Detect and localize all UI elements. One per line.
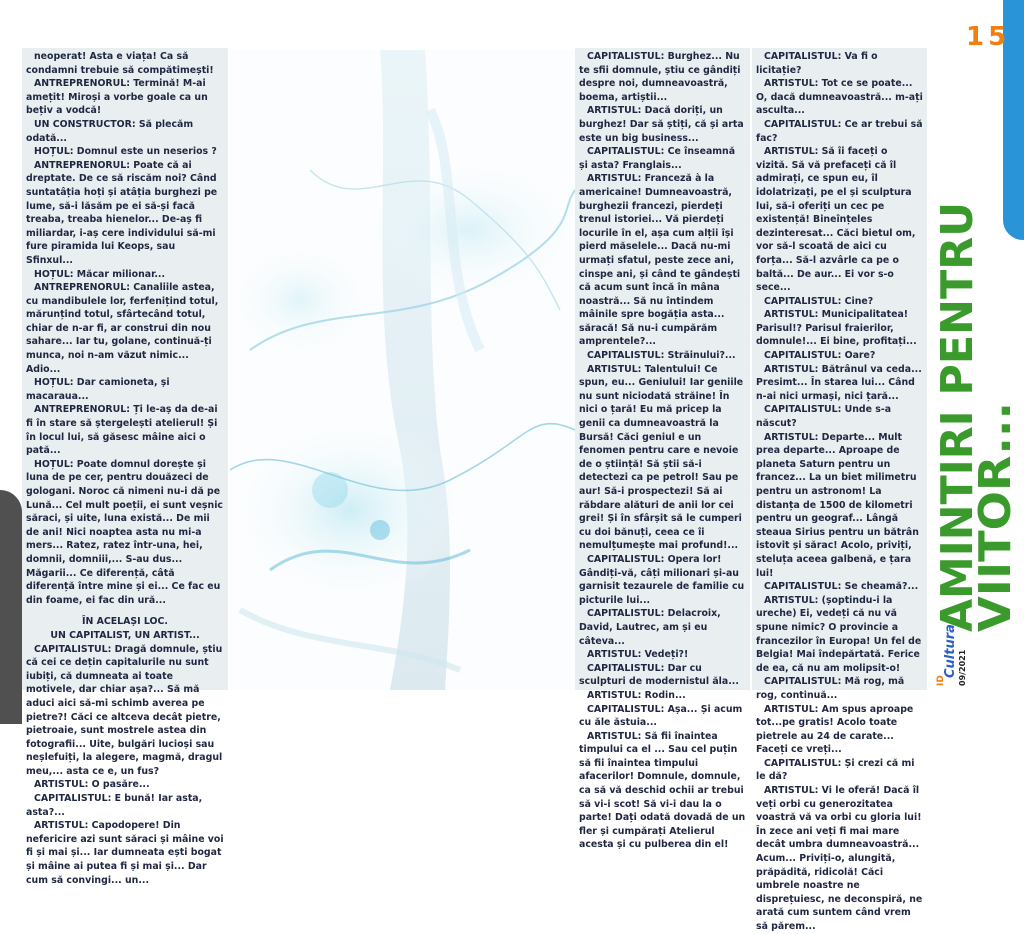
- dialogue-block-1: [26, 50, 224, 607]
- text-column-right: [752, 48, 927, 932]
- text-column-middle: [575, 48, 750, 851]
- dialogue-block-2: [26, 643, 224, 888]
- dialogue-paragraph: CAPITALISTUL: Mă rog, mă rog, continuă...: [756, 676, 905, 701]
- page-number: 15: [966, 22, 1011, 52]
- dialogue-paragraph: CAPITALISTUL: E bună! Iar asta, asta?...: [26, 793, 203, 818]
- scene-heading-2: UN CAPITALIST, UN ARTIST...: [50, 629, 200, 641]
- dialogue-paragraph: HOȚUL: Domnul este un neserios ?: [34, 146, 217, 158]
- magazine-prefix: ID: [936, 675, 946, 686]
- dialogue-paragraph: CAPITALISTUL: Se cheamă?...: [764, 581, 919, 593]
- dialogue-paragraph: CAPITALISTUL: Va fi o licitație?: [756, 51, 878, 76]
- dialogue-paragraph: CAPITALISTUL: Cine?: [764, 295, 874, 307]
- dialogue-paragraph: UN CONSTRUCTOR: Să plecăm odată...: [26, 118, 194, 144]
- dialogue-paragraph: ARTISTUL: Vi le oferă! Dacă îl veți orbi cu generozitatea voastră vă va orbi cu gloria lui! În zece ani veți fi mai mare decât umbra dumneavoastră... Acum... Priviți-o, alungită, prăpădită, ridicolă! Căci umbrele noastre ne disprețuiesc, ne deconspiră, ne arată cum suntem când vrem să părem...: [756, 785, 923, 932]
- dialogue-paragraph: ARTISTUL: Vedeți?!: [587, 649, 689, 661]
- title-line-2: VIITOR...: [970, 412, 1021, 632]
- dialogue-paragraph: CAPITALISTUL: Oare?: [764, 350, 876, 362]
- left-page-edge-tab: [0, 490, 22, 724]
- scene-heading-1: ÎN ACELAȘI LOC.: [82, 616, 168, 628]
- dialogue-paragraph: ARTISTUL: Municipalitatea! Parisul!? Parisul fraierilor, domnule!... Ei bine, profitați...: [756, 309, 917, 348]
- dialogue-paragraph: CAPITALISTUL: Străinului?...: [587, 350, 736, 362]
- title-line-1: AMINTIRI PENTRU: [932, 190, 983, 632]
- dialogue-paragraph: CAPITALISTUL: Și crezi că mi le dă?: [756, 757, 915, 783]
- dialogue-paragraph: ARTISTUL: Capodopere! Din nefericire azi sunt săraci și mâine voi fi și mai și... Iar dumneata ești bogat și mâine ai putea fi și mai și... Dar cum să convingi... un...: [26, 820, 224, 886]
- dialogue-paragraph: CAPITALISTUL: Dar cu sculpturi de modernistul ăla...: [579, 662, 739, 688]
- dialogue-paragraph: ANTREPRENORUL: Ți le-aș da de-ai fi în stare să ștergeleștі atelierul! Și în locul lui, să găsesc mâine aici o pată...: [26, 404, 218, 457]
- dialogue-paragraph: ARTISTUL: Departe... Mult prea departe... Aproape de planeta Saturn pentru un francez... La un biet milimetru pentru un astronom! La distanța de 1500 de kilometri pentru un geograf... Lângă steaua Sirius pentru un bătrân istovit și sărac! Acolo, priviți, steluța aceea galbenă, e țara lui!: [756, 431, 919, 579]
- dialogue-paragraph: CAPITALISTUL: Ce înseamnă și asta? Franglais...: [579, 146, 736, 171]
- dialogue-paragraph: HOȚUL: Dar camioneta, și macaraua...: [26, 377, 170, 402]
- dialogue-paragraph: neoperat! Asta e viața! Ca să condamni trebuie să compătimești!: [26, 51, 214, 76]
- dialogue-paragraph: HOȚUL: Poate domnul dorește și luna de pe cer, pentru douăzeci de gologani. Noroc că nimeni nu-i dă pe Lună... Cel mult poeții, ei sunt veșnic săraci, și uite, luna există... De mii de ani! Nici noaptea asta nu mi-a mers... Ratez, ratez într-una, hei, domnii, domniii,... S-au dus... Măgarii... Ce diferență, câtă diferență între mine și ei... Ce fac eu din foame, ei fac din ură...: [26, 458, 223, 606]
- dialogue-paragraph: ARTISTUL: Franceză à la americaine! Dumneavoastră, burghezii francezi, pierdeți trenul istoriei... Vă pierdeți locurile în el, așa cum alții își pierd măselele... Dacă nu-mi urmați sfatul, peste zece ani, cinspe ani, și când te gândești că acum sunt încă în mâna noastră... Să nu întindem mâinile spre bogăția asta... săracă! Să nu-i cumpărăm amprentele?...: [579, 173, 741, 348]
- dialogue-paragraph: CAPITALISTUL: Unde s-a născut?: [756, 404, 892, 430]
- dialogue-paragraph: ANTREPRENORUL: Termină! M-ai amețit! Miroși a vorbe goale ca un bețiv a vodcă!: [26, 78, 208, 117]
- magazine-name: Cultura: [943, 624, 958, 678]
- magazine-issue: 09/2021: [958, 649, 967, 686]
- dialogue-paragraph: ARTISTUL: Dacă doriți, un burghez! Dar să știți, că și arta este un big business...: [579, 105, 744, 144]
- dialogue-paragraph: ANTREPRENORUL: Poate că ai dreptate. De ce să riscăm noi? Când suntatâția hoți și atâția burghezi pe lume, să-i lăsăm pe ei să-și facă treaba, treaba hienelor... De-aș fi miliardar, i-aș cere individului să-mi fure piramida lui Keops, sau Sfinxul...: [26, 159, 218, 266]
- dialogue-paragraph: CAPITALISTUL: Așa... Și acum cu ăle ăstuia...: [579, 703, 743, 729]
- dialogue-paragraph: ARTISTUL: O pasăre...: [34, 779, 150, 791]
- abstract-artwork-image: [230, 50, 575, 690]
- dialogue-paragraph: CAPITALISTUL: Ce ar trebui să fac?: [756, 118, 923, 144]
- dialogue-paragraph: HOȚUL: Măcar milionar...: [34, 268, 166, 280]
- dialogue-paragraph: ARTISTUL: Tot ce se poate... O, dacă dumneavoastră... m-ați asculta...: [756, 78, 923, 117]
- text-column-left: [22, 48, 228, 886]
- dialogue-paragraph: CAPITALISTUL: Burghez... Nu te sfii domnule, știu ce gândiți despre noi, dumneavoastră, boema, artiștii...: [579, 51, 741, 103]
- dialogue-paragraph: ARTISTUL: (șoptindu-i la ureche) Ei, vedeți că nu vă spune nimic? O provincie a francezilor în Europa! Un fel de Belgia! Mai îndepărtată. Ferice de ea, că nu am molipsit-o!: [756, 594, 922, 674]
- dialogue-paragraph: CAPITALISTUL: Opera lor! Gândiți-vă, câți milionari și-au garnisit tezaurele de familie cu picturile lui...: [579, 553, 745, 606]
- dialogue-paragraph: ARTISTUL: Să îi faceți o vizită. Să vă prefaceți că îl admirați, ce spun eu, îl idolatrizați, pe el și sculptura lui, să-i oferiți un cec pe existență! Bineînțeles dezinteresat... Căci bietul om, vor să-l scoată de aici cu forța... Să-l azvârle ca pe o baltă... De aur... Ei vor s-o sece...: [756, 146, 916, 294]
- magazine-logo: [932, 620, 992, 690]
- dialogue-paragraph: ARTISTUL: Am spus aproape tot...pe gratis! Acolo toate pietrele au 24 de carate... Faceți ce vreți...: [756, 703, 914, 756]
- dialogue-paragraph: ARTISTUL: Bătrânul va ceda... Presimt... În starea lui... Când n-ai nici urmași, nici țară...: [756, 363, 922, 402]
- dialogue-paragraph: ARTISTUL: Rodin...: [587, 689, 686, 701]
- vertical-article-title: [928, 190, 1021, 640]
- dialogue-paragraph: CAPITALISTUL: Delacroix, David, Lautrec, am și eu câteva...: [579, 608, 721, 647]
- dialogue-paragraph: CAPITALISTUL: Dragă domnule, știu că cei ce dețin capitalurile nu sunt iubiți, că dumneata ai toate motivele, dar chiar așa?... Să mă aduci aici să-mi schimb averea pe pietre?! Căci ce altceva decât pietre, pietroaie, sunt mostrele astea din fotografii... Uite, bulgări lucioși sau neșlefuiți, la alegere, magmă, dragul meu,... asta ce e, un fus?: [26, 643, 223, 777]
- dialogue-paragraph: ARTISTUL: Talentului! Ce spun, eu... Geniului! Iar geniile nu sunt niciodată străine! În nici o țară! Eu mă pricep la genii ca dumneavoastră la Bursă! Căci geniul e un fenomen pentru care e nevoie de o știință! Să știi să-i detectezi ca pe petrol! Sau pe aur! Să-i prospectezi! Să ai răbdare alături de anii lor cei grei! Și în sfârșit să le cumperi cu doi bănuți, ceea ce îi nemulțumește mai profund!...: [579, 363, 744, 552]
- dialogue-paragraph: ANTREPRENORUL: Canaliile astea, cu mandibulele lor, ferfenițind totul, mărunțind totul, sfârtecând totul, chiar de n-ar fi, ar construi din nou saharе... Iar tu, golane, continuă-ți munca, noi n-am văzut nimic... Adio...: [26, 282, 219, 375]
- dialogue-paragraph: ARTISTUL: Să fii înaintea timpului ca el ... Sau cel puțin să fii înaintea timpului afacerilor! Domnule, domnule, ca să vă deschid ochii ar trebui să vi-i scot! Să vi-i dau la o parte! Dați odată dovadă de un fler și cumpărați Atelierul acesta și cu pulberea din el!: [579, 730, 746, 851]
